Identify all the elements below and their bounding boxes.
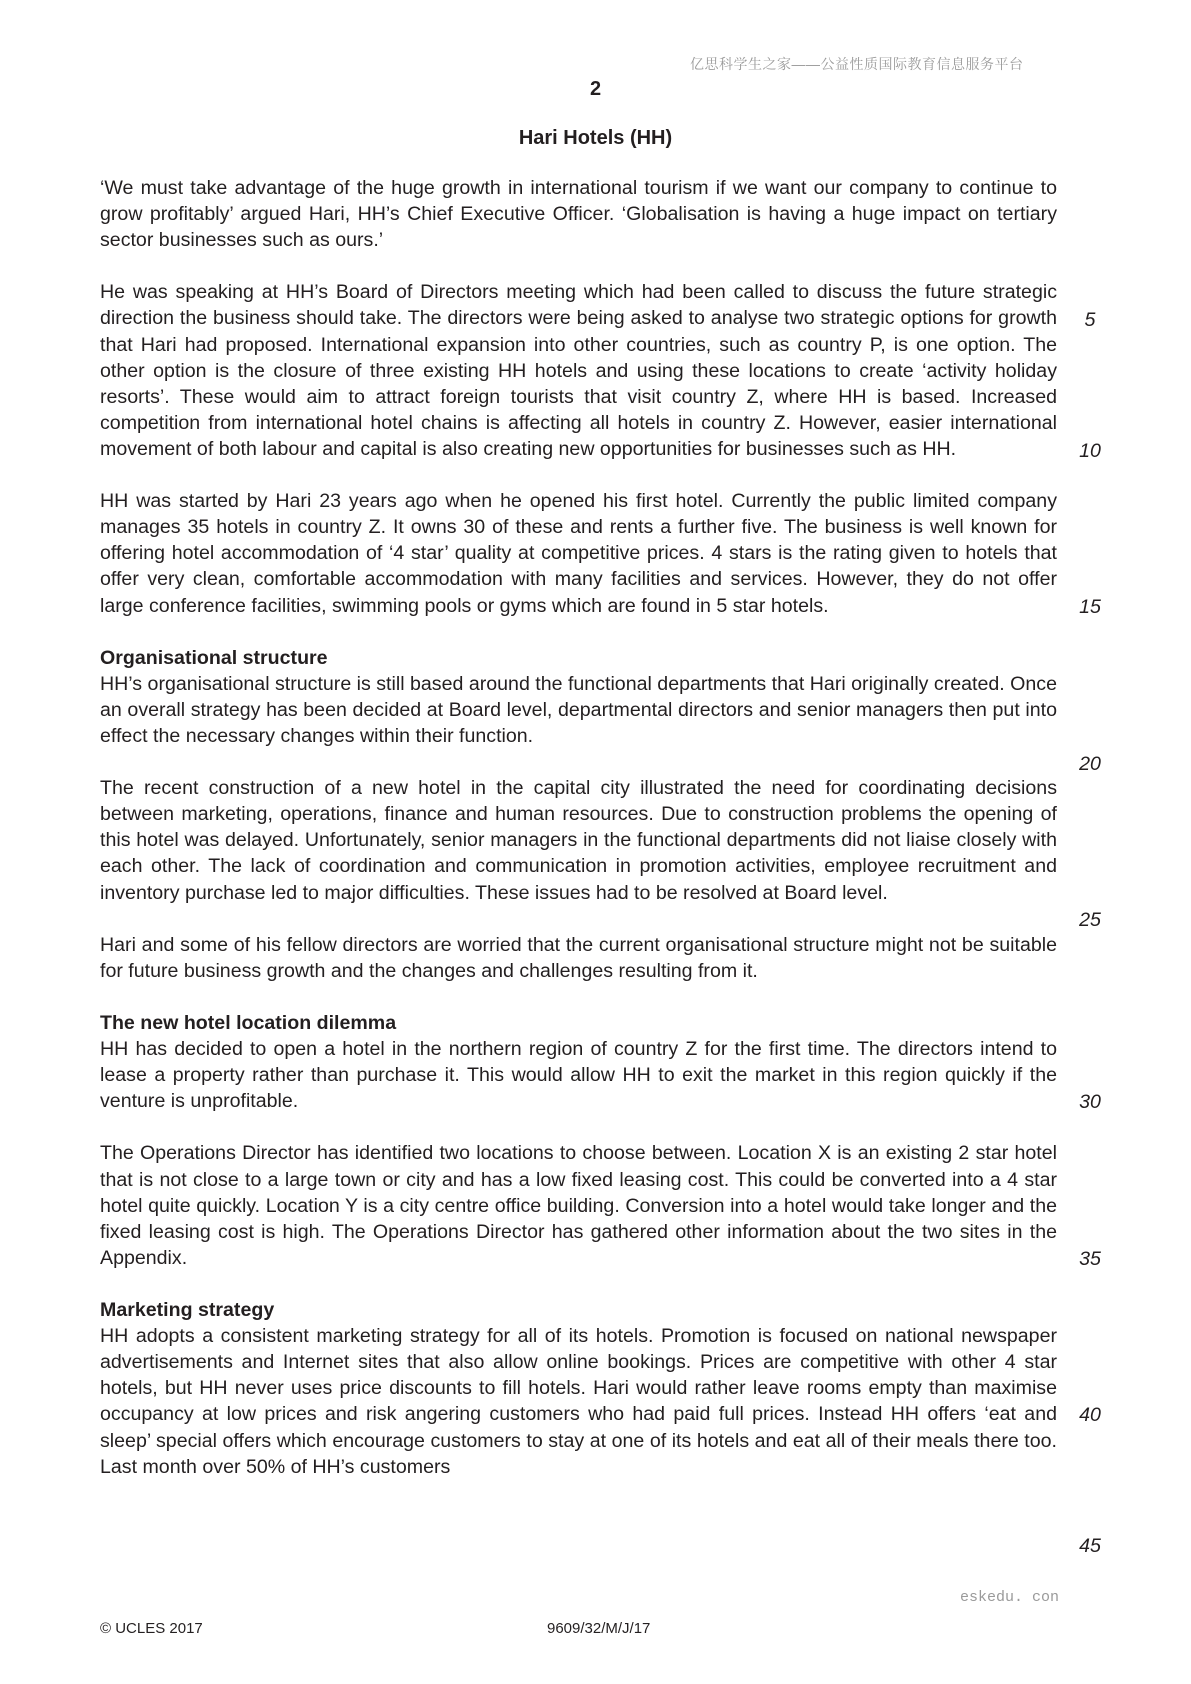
paragraph: ‘We must take advantage of the huge growth in international tourism if we want our company to continue to grow profitably’ argued Hari, HH’s Chief Executive Officer. ‘Globalisation is having a huge impact on tertiary sector businesses such as ours.’ — [100, 177, 1057, 252]
line-number: 20 — [1079, 753, 1101, 775]
paragraph: The recent construction of a new hotel in the capital city illustrated the need for coordinating decisions between marketing, operations, finance and human resources. Due to construction problems the opening of this hotel was delayed. Unfortunately, senior managers in the functional departments did not liaise closely with each other. The lack of coordination and communication in promotion activities, employee recruitment and inventory purchase led to major difficulties. These issues had to be resolved at Board level. — [100, 777, 1057, 904]
page-number: 2 — [589, 78, 602, 100]
paragraph: The Operations Director has identified two locations to choose between. Location X is an existing 2 star hotel that is not close to a large town or city and has a low fixed leasing cost. This could be converted into a 4 star hotel quite quickly. Location Y is a city centre office building. Conversion into a hotel would take longer and the fixed leasing cost is high. The Operations Director has gathered other information about the two sites in the Appendix. — [100, 1142, 1057, 1269]
case-study-body — [100, 175, 1057, 1480]
line-number: 30 — [1079, 1091, 1101, 1113]
paper-code: 9609/32/M/J/17 — [547, 1620, 651, 1637]
paragraph: He was speaking at HH’s Board of Directors meeting which had been called to discuss the future strategic direction the business should take. The directors were being asked to analyse two strategic options for growth that Hari had proposed. International expansion into other countries, such as country P, is one option. The other option is the closure of three existing HH hotels and using these locations to create ‘activity holiday resorts’. These would aim to attract foreign tourists that visit country Z, where HH is based. Increased competition from international hotel chains is affecting all hotels in country Z. However, easier international movement of both labour and capital is also creating new opportunities for businesses such as HH. — [100, 281, 1057, 460]
line-number: 25 — [1079, 909, 1101, 931]
line-number: 35 — [1079, 1248, 1101, 1270]
section-heading-marketing-strategy: Marketing strategy — [100, 1299, 275, 1322]
copyright-notice: © UCLES 2017 — [100, 1620, 203, 1637]
line-number: 40 — [1079, 1404, 1101, 1426]
paragraph: HH adopts a consistent marketing strategy for all of its hotels. Promotion is focused on national newspaper advertisements and Internet sites that also allow online bookings. Prices are competitive with other 4 star hotels, but HH never uses price discounts to fill hotels. Hari would rather leave rooms empty than maximise occupancy at low prices and risk angering customers who had paid full prices. Instead HH offers ‘eat and sleep’ special offers which encourage customers to stay at one of its hotels and eat all of their meals there too. Last month over 50% of HH’s customers — [100, 1325, 1057, 1478]
paragraph: HH’s organisational structure is still based around the functional departments that Hari originally created. Once an overall strategy has been decided at Board level, departmental directors and senior managers then put into effect the necessary changes within their function. — [100, 672, 1057, 747]
case-study-title: Hari Hotels (HH) — [518, 127, 673, 149]
line-number: 15 — [1079, 596, 1101, 618]
watermark-header: 亿思科学生之家——公益性质国际教育信息服务平台 — [690, 56, 1024, 72]
section-heading-organisational-structure: Organisational structure — [100, 646, 328, 669]
paragraph: HH has decided to open a hotel in the northern region of country Z for the first time. The directors intend to lease a property rather than purchase it. This would allow HH to exit the market in this region quickly if the venture is unprofitable. — [100, 1038, 1057, 1113]
line-number: 5 — [1084, 309, 1096, 331]
paragraph: Hari and some of his fellow directors are worried that the current organisational structure might not be suitable for future business growth and the changes and challenges resulting from it. — [100, 933, 1057, 982]
line-number: 45 — [1079, 1535, 1101, 1557]
line-number: 10 — [1079, 440, 1101, 462]
watermark-footer: eskedu. con — [960, 1589, 1060, 1606]
section-heading-new-hotel-location: The new hotel location dilemma — [100, 1012, 397, 1034]
paragraph: HH was started by Hari 23 years ago when he opened his first hotel. Currently the public limited company manages 35 hotels in country Z. It owns 30 of these and rents a further five. The business is well known for offering hotel accommodation of ‘4 star’ quality at competitive prices. 4 stars is the rating given to hotels that offer very clean, comfortable accommodation with many facilities and services. However, they do not offer large conference facilities, swimming pools or gyms which are found in 5 star hotels. — [100, 490, 1057, 617]
